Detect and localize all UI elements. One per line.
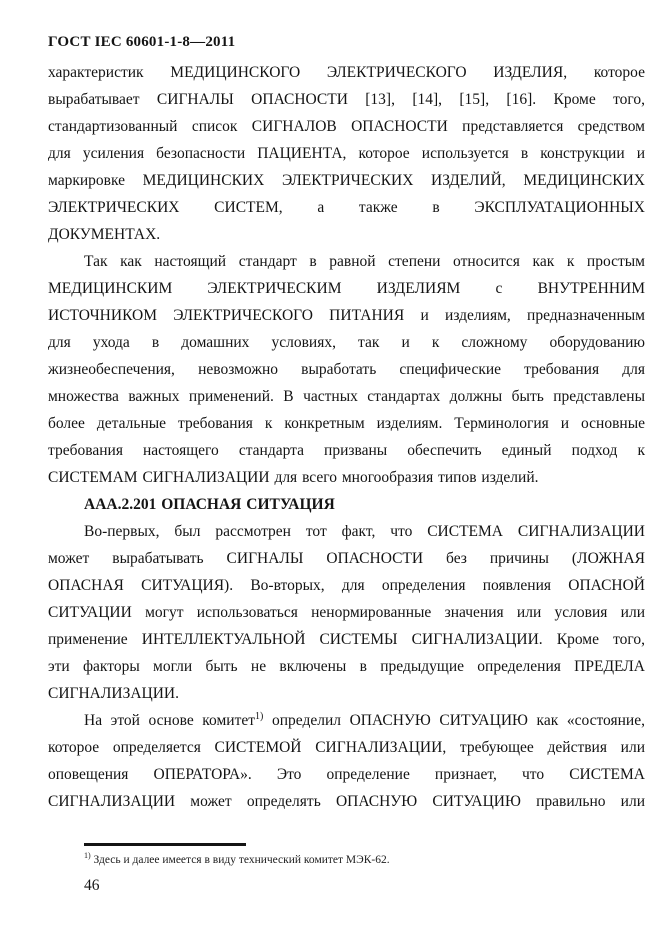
paragraph xyxy=(48,518,645,707)
text-line: маркировке МЕДИЦИНСКИХ ЭЛЕКТРИЧЕСКИХ ИЗДЕЛИЙ, МЕДИЦИНСКИХ xyxy=(48,172,645,189)
text-line: оповещения ОПЕРАТОРА». Это определение признает, что СИСТЕМА xyxy=(48,766,645,783)
text-line: Так как настоящий стандарт в равной степени относится как к простым xyxy=(84,253,645,270)
footnote-text xyxy=(84,853,614,868)
text-line: ЭЛЕКТРИЧЕСКИХ СИСТЕМ, а также в ЭКСПЛУАТАЦИОННЫХ xyxy=(48,199,645,216)
text-line: ОПАСНАЯ СИТУАЦИЯ). Во-вторых, для определения появления ОПАСНОЙ xyxy=(48,577,645,594)
text-line: множества важных применений. В частных стандартах должны быть представлены xyxy=(48,388,645,405)
footnote-reference-marker: 1) xyxy=(255,710,264,722)
footnote-body-text: Здесь и далее имеется в виду технический комитет МЭК-62. xyxy=(90,854,390,866)
text-line: СИГНАЛИЗАЦИИ. xyxy=(48,685,180,702)
text-line: Во-первых, был рассмотрен тот факт, что СИСТЕМА СИГНАЛИЗАЦИИ xyxy=(84,523,645,540)
text-line: которое определяется СИСТЕМОЙ СИГНАЛИЗАЦИИ, требующее действия или xyxy=(48,739,645,756)
text-line: На этой основе комитет$^{1)}$ определил ОПАСНУЮ СИТУАЦИЮ как «состояние, xyxy=(84,710,645,729)
footnote-area xyxy=(84,843,614,868)
footnote-separator-rule xyxy=(84,843,246,846)
text-line: СИСТЕМАМ СИГНАЛИЗАЦИИ для всего многообразия типов изделий. xyxy=(48,469,539,486)
text-line: СИГНАЛИЗАЦИИ может определять ОПАСНУЮ СИТУАЦИЮ правильно или xyxy=(48,793,645,810)
text-line: применение ИНТЕЛЛЕКТУАЛЬНОЙ СИСТЕМЫ СИГНАЛИЗАЦИИ. Кроме того, xyxy=(48,631,645,648)
document-standard-code: ГОСТ IEC 60601-1-8—2011 xyxy=(48,34,236,50)
text-line: жизнеобеспечения, невозможно выработать специфические требования для xyxy=(48,361,645,378)
text-line: более детальные требования к конкретным изделиям. Терминология и основные xyxy=(48,415,645,432)
text-line: вырабатывает СИГНАЛЫ ОПАСНОСТИ [13], [14], [15], [16]. Кроме того, xyxy=(48,91,645,108)
text-line: МЕДИЦИНСКИМ ЭЛЕКТРИЧЕСКИМ ИЗДЕЛИЯМ с ВНУТРЕННИМ xyxy=(48,280,645,297)
text-line: стандартизованный список СИГНАЛОВ ОПАСНОСТИ представляется средством xyxy=(48,118,645,135)
text-line: может вырабатывать СИГНАЛЫ ОПАСНОСТИ без причины (ЛОЖНАЯ xyxy=(48,550,645,567)
paragraph xyxy=(48,59,645,248)
document-body xyxy=(48,59,645,815)
section-heading xyxy=(48,491,645,518)
paragraph xyxy=(48,707,645,815)
text-line: для усиления безопасности ПАЦИЕНТА, которое используется в конструкции и xyxy=(48,145,645,162)
text-line: для ухода в домашних условиях, так и к сложному оборудованию xyxy=(48,334,645,351)
text-line: ААА.2.201 ОПАСНАЯ СИТУАЦИЯ xyxy=(84,496,335,513)
page-number: 46 xyxy=(84,877,100,894)
text-line: требования настоящего стандарта призваны обеспечить единый подход к xyxy=(48,442,645,459)
text-line: ДОКУМЕНТАХ. xyxy=(48,226,161,243)
text-line: СИТУАЦИИ могут использоваться ненормированные значения или условия или xyxy=(48,604,645,621)
text-line: эти факторы могли быть не включены в предыдущие определения ПРЕДЕЛА xyxy=(48,658,645,675)
text-line: ИСТОЧНИКОМ ЭЛЕКТРИЧЕСКОГО ПИТАНИЯ и изделиям, предназначенным xyxy=(48,307,645,324)
paragraph xyxy=(48,248,645,491)
footnote-marker: 1) xyxy=(84,851,91,861)
text-line: характеристик МЕДИЦИНСКОГО ЭЛЕКТРИЧЕСКОГО ИЗДЕЛИЯ, которое xyxy=(48,64,645,81)
